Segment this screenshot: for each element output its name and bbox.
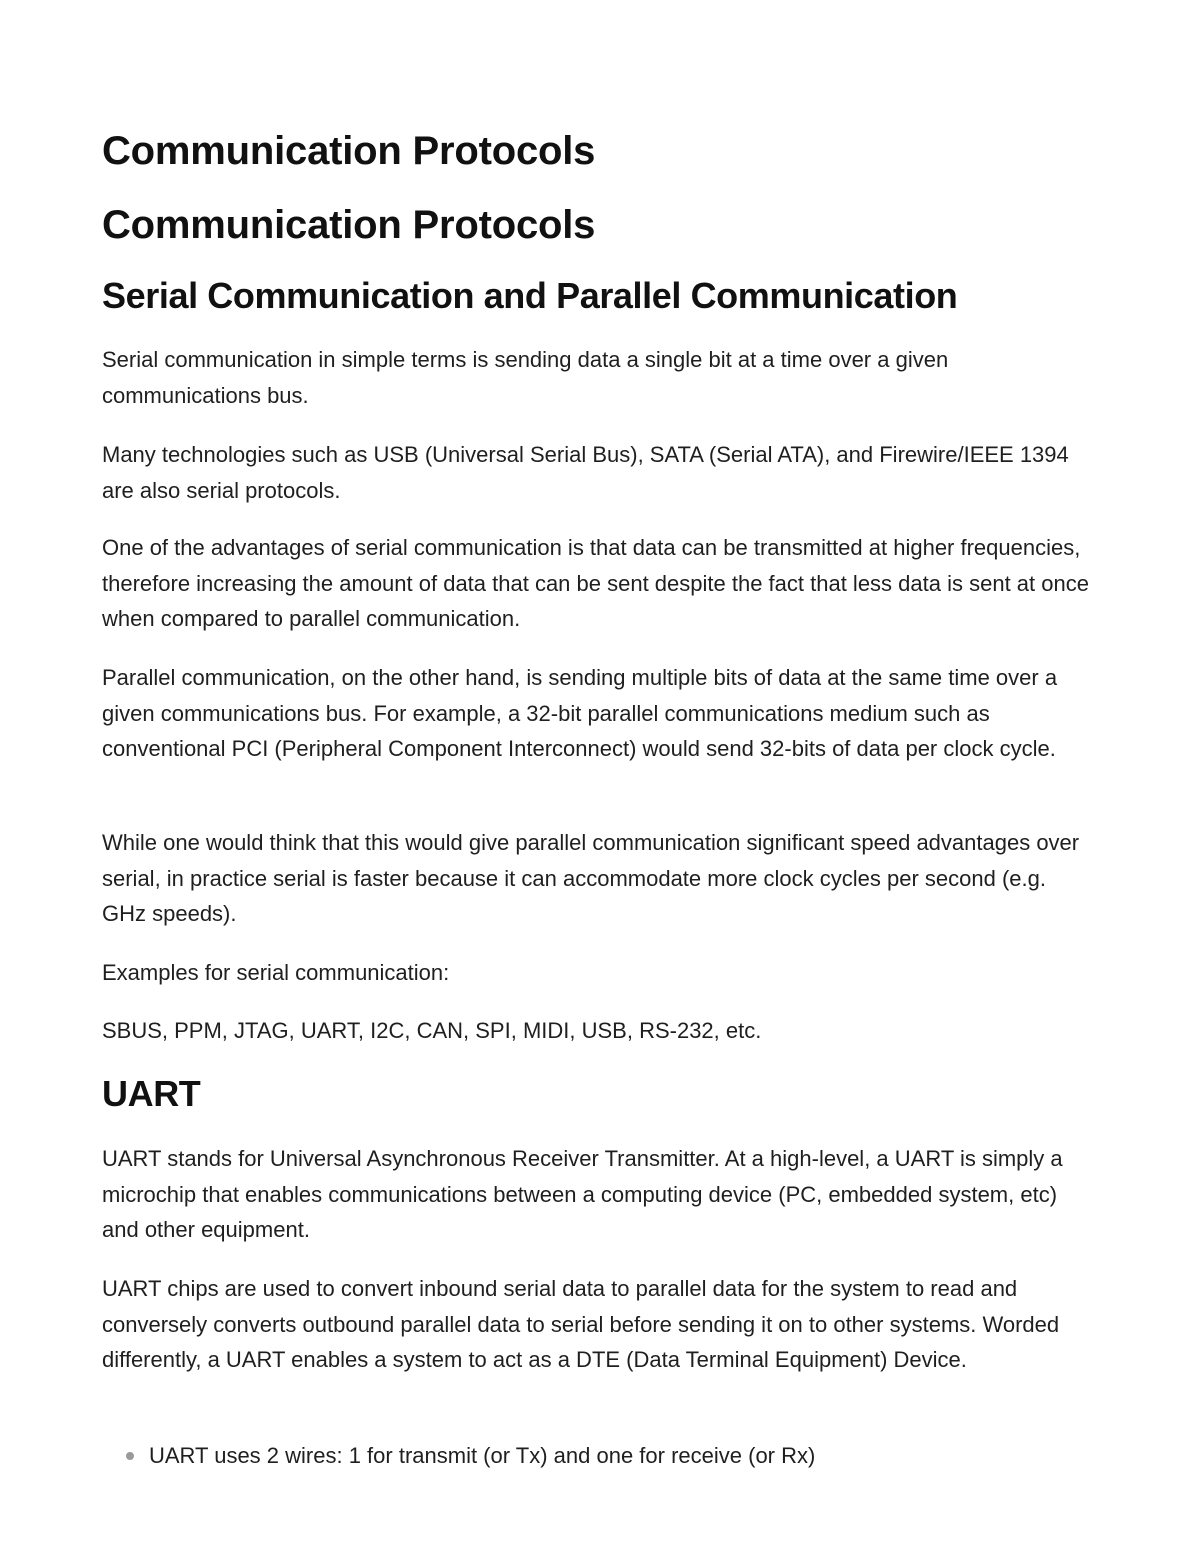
paragraph-serial-definition: Serial communication in simple terms is sending data a single bit at a time over a given communications bus. [102,347,949,408]
document-title: Communication Protocols [102,129,596,173]
list-item [102,1438,1092,1474]
uart-bullet-list [102,1438,1092,1474]
document-title-repeat: Communication Protocols [102,203,596,247]
list-item-text: UART uses 2 wires: 1 for transmit (or Tx) and one for receive (or Rx) [149,1443,816,1468]
paragraph-parallel-definition: Parallel communication, on the other hand, is sending multiple bits of data at the same time over a given communications bus. For example, a 32-bit parallel communications medium such as conventional PCI (Peripheral Component Interconnect) would send 32-bits of data per clock cycle. [102,665,1058,761]
section-heading-serial-parallel: Serial Communication and Parallel Communication [102,275,958,316]
paragraph-uart-definition: UART stands for Universal Asynchronous Receiver Transmitter. At a high-level, a UART is simply a microchip that enables communications between a computing device (PC, embedded system, etc) and other equipment. [102,1146,1063,1242]
paragraph-serial-advantages: One of the advantages of serial communication is that data can be transmitted at higher frequencies, therefore increasing the amount of data that can be sent despite the fact that less data is sent at once when compared to parallel communication. [102,535,1089,631]
paragraph-uart-chips: UART chips are used to convert inbound serial data to parallel data for the system to read and conversely converts outbound parallel data to serial before sending it on to other systems. Worded differently, a UART enables a system to act as a DTE (Data Terminal Equipment) Device. [102,1276,1060,1372]
paragraph-serial-speed: While one would think that this would give parallel communication significant speed advantages over serial, in practice serial is faster because it can accommodate more clock cycles per second (e.g. GHz speeds). [102,830,1080,926]
section-heading-uart: UART [102,1073,201,1114]
paragraph-examples-list: SBUS, PPM, JTAG, UART, I2C, CAN, SPI, MIDI, USB, RS-232, etc. [102,1018,762,1043]
bullet-icon [126,1452,134,1460]
paragraph-serial-technologies: Many technologies such as USB (Universal Serial Bus), SATA (Serial ATA), and Firewire/IEEE 1394 are also serial protocols. [102,442,1069,503]
paragraph-examples-label: Examples for serial communication: [102,960,450,985]
